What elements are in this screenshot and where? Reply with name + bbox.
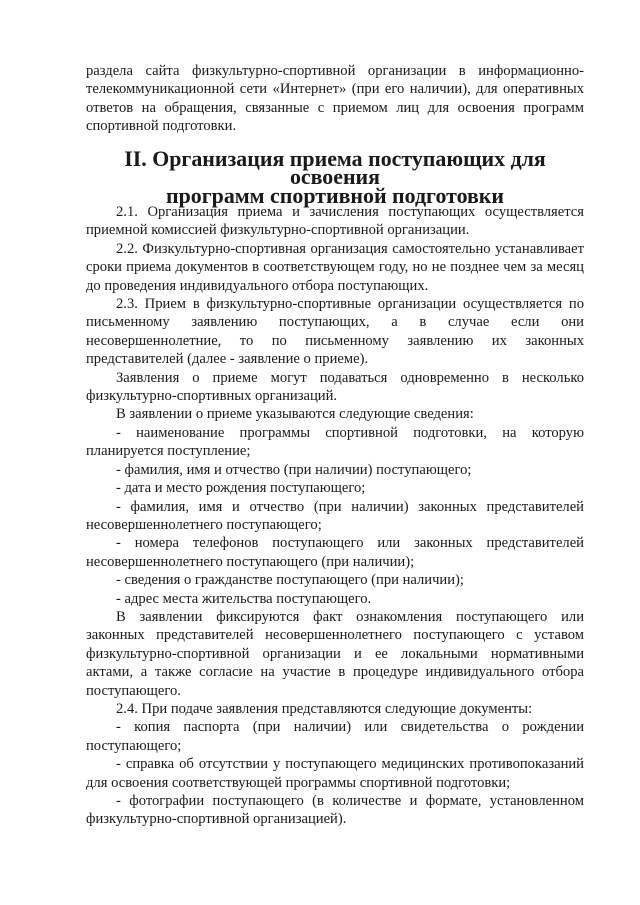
list-item-passport-copy: - копия паспорта (при наличии) или свидетельства о рождении поступающего; bbox=[86, 719, 584, 754]
list-item-photographs: - фотографии поступающего (в количестве и формате, установленном физкультурно-спортивной организацией). bbox=[86, 793, 584, 828]
list-item-citizenship: - сведения о гражданстве поступающего (при наличии); bbox=[116, 572, 464, 589]
section-heading bbox=[86, 146, 584, 208]
section-heading-line-2: программ спортивной подготовки bbox=[165, 182, 505, 208]
list-item-full-name: - фамилия, имя и отчество (при наличии) поступающего; bbox=[116, 461, 472, 478]
paragraph-2-2: 2.2. Физкультурно-спортивная организация самостоятельно устанавливает сроки приема документов в соответствующем году, но не позднее чем за месяц до проведения индивидуального отбора поступающих. bbox=[86, 240, 584, 294]
section-body bbox=[86, 203, 584, 829]
intro-paragraph: раздела сайта физкультурно-спортивной организации в информационно-телекоммуникационной сети «Интернет» (при его наличии), для оперативных ответов на обращения, связанные с приемом лиц для освоения программ спортивной подготовки. bbox=[86, 63, 584, 135]
list-item-program-name: - наименование программы спортивной подготовки, на которую планируется поступление; bbox=[86, 424, 584, 460]
paragraph-multiple-applications: Заявления о приеме могут подаваться одновременно в несколько физкультурно-спортивных организаций. bbox=[86, 369, 584, 405]
list-item-medical-certificate: - справка об отсутствии у поступающего медицинских противопоказаний для освоения соответствующей программы спортивной подготовки; bbox=[86, 756, 584, 791]
paragraph-acknowledgement: В заявлении фиксируются факт ознакомления поступающего или законных представителей несовершеннолетнего поступающего с уставом физкультурно-спортивной организации и ее локальными нормативными актами, а также согласие на участие в процедуре индивидуального отбора поступающего. bbox=[86, 608, 584, 699]
list-item-phone-numbers: - номера телефонов поступающего или законных представителей несовершеннолетнего поступающего (при наличии); bbox=[86, 535, 584, 570]
paragraph-2-1: 2.1. Организация приема и зачисления поступающих осуществляется приемной комиссией физкультурно-спортивной организации. bbox=[86, 204, 584, 239]
list-item-birth-date-place: - дата и место рождения поступающего; bbox=[116, 480, 366, 497]
list-item-representatives-name: - фамилия, имя и отчество (при наличии) законных представителей несовершеннолетнего поступающего; bbox=[86, 498, 584, 533]
paragraph-2-4: 2.4. При подаче заявления представляются следующие документы: bbox=[116, 700, 533, 717]
section-heading-line-1: II. Организация приема поступающих для освоения bbox=[124, 146, 546, 190]
list-item-address: - адрес места жительства поступающего. bbox=[116, 590, 372, 607]
paragraph-2-3: 2.3. Прием в физкультурно-спортивные организации осуществляется по письменному заявлению поступающих, а в случае если они несовершеннолетние, то по письменному заявлению их законных представителей (далее - заявление о приеме). bbox=[86, 296, 584, 368]
paragraph-application-details-intro: В заявлении о приеме указываются следующие сведения: bbox=[116, 406, 474, 423]
